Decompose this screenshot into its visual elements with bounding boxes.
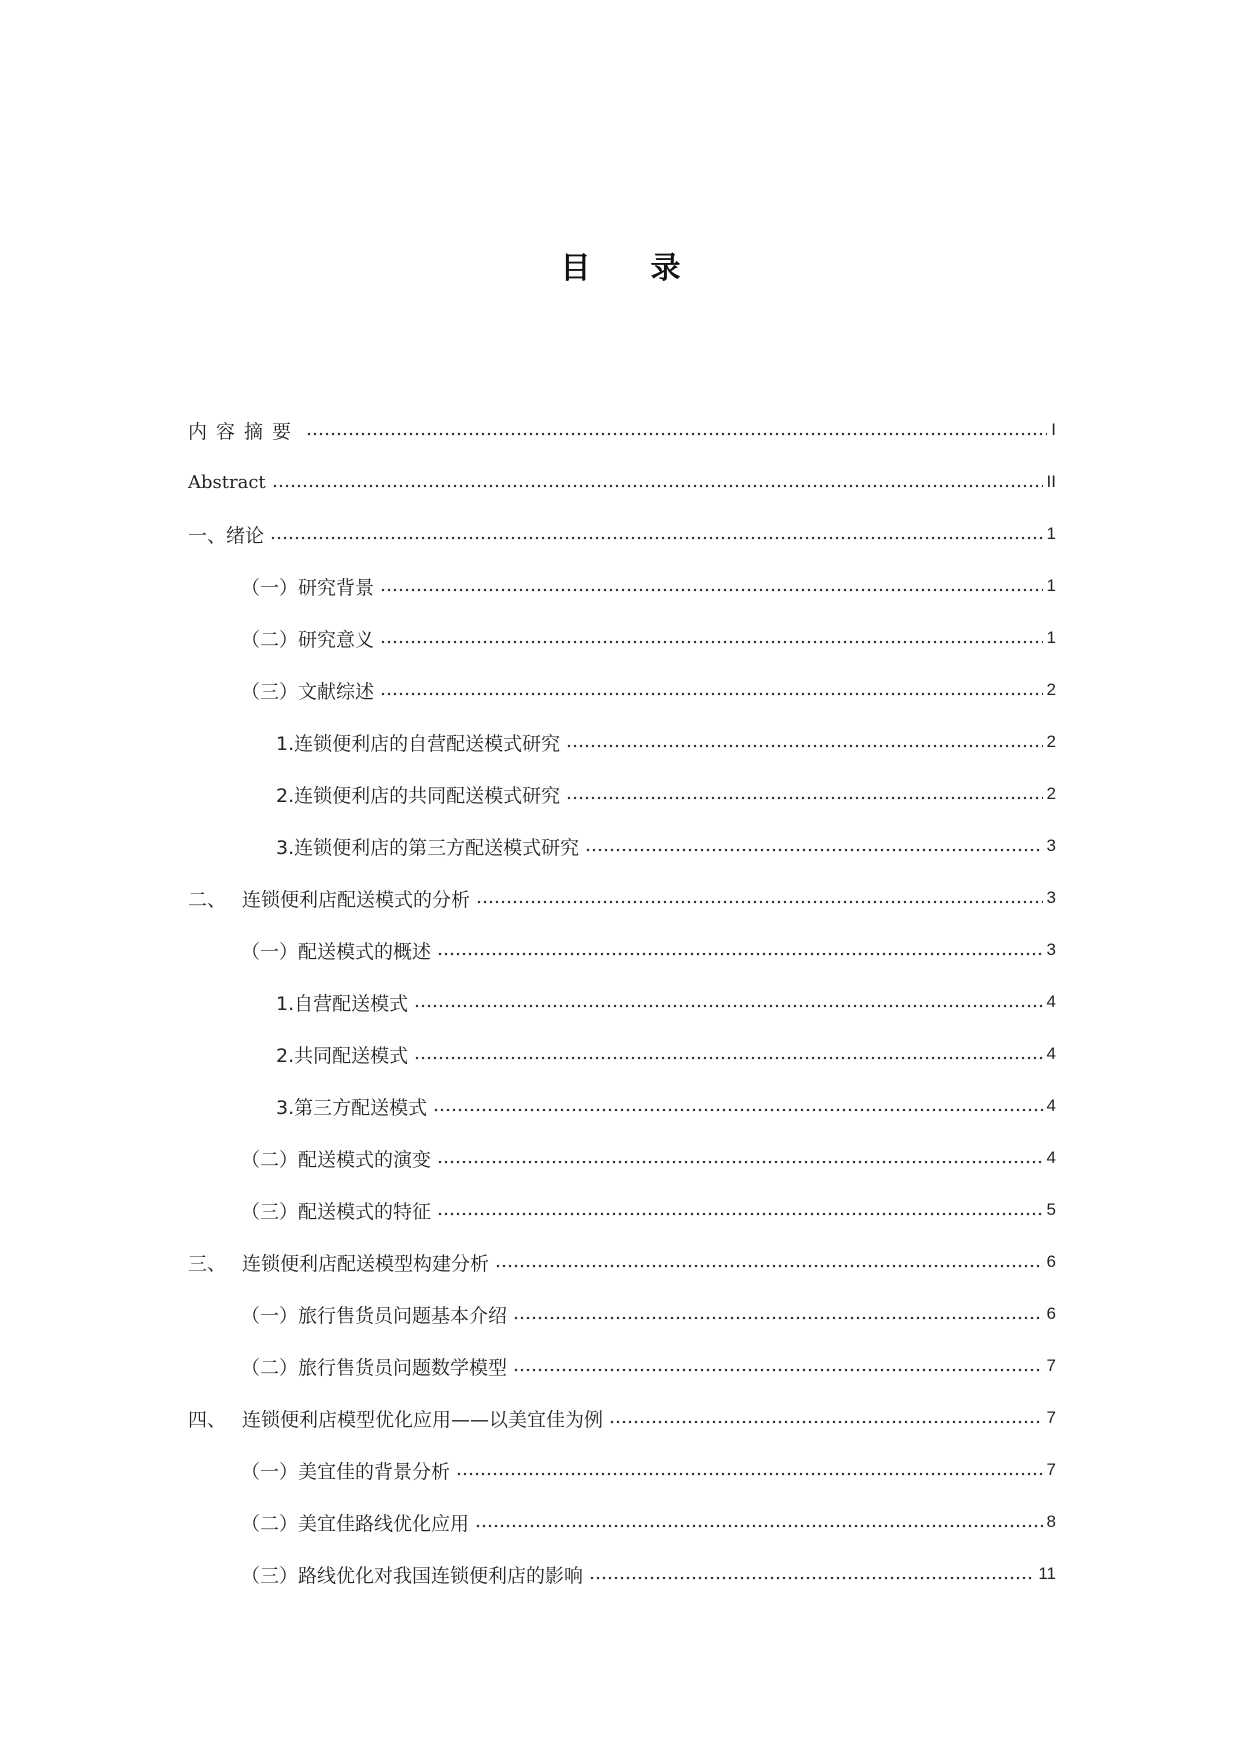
toc-entry-label: [188, 1249, 489, 1276]
toc-entry-label: [241, 1197, 431, 1224]
toc-entry[interactable]: [188, 976, 1056, 1028]
toc-entry[interactable]: [188, 404, 1056, 456]
toc-entry-label: [241, 573, 374, 600]
toc-entry-label: [241, 1457, 450, 1484]
toc-entry-text: 1.自营配送模式: [276, 992, 409, 1015]
toc-page-number: II: [1046, 472, 1056, 491]
toc-page-number: 5: [1046, 1200, 1056, 1219]
toc-entry-text: 3.第三方配送模式: [276, 1096, 428, 1119]
toc-entry-label: [241, 1301, 507, 1328]
toc-entry-label: [241, 625, 374, 652]
page-title-char: 录: [650, 251, 681, 286]
toc-entry-label: [276, 781, 560, 808]
toc-page-number: 7: [1046, 1408, 1056, 1427]
toc-entry-text: （三）路线优化对我国连锁便利店的影响: [241, 1564, 584, 1587]
toc-entry[interactable]: [188, 1184, 1056, 1236]
toc-entry[interactable]: [188, 664, 1056, 716]
toc-entry-text: （二）美宜佳路线优化应用: [241, 1512, 470, 1535]
toc-dot-leader: [475, 1524, 1043, 1528]
page-title: [0, 244, 1241, 294]
toc-page-number: 1: [1046, 628, 1056, 647]
toc-entry-label: [188, 885, 470, 912]
toc-entry[interactable]: [188, 1392, 1056, 1444]
toc-entry-text: （三）文献综述: [241, 680, 375, 703]
toc-page-number: 6: [1046, 1304, 1056, 1323]
toc-entry-label: [188, 417, 300, 444]
toc-dot-leader: [495, 1264, 1043, 1268]
toc-entry-label: [241, 1509, 469, 1536]
table-of-contents: [188, 404, 1056, 1600]
toc-entry-text: （二）旅行售货员问题数学模型: [241, 1356, 508, 1379]
toc-entry[interactable]: [188, 924, 1056, 976]
toc-entry[interactable]: [188, 768, 1056, 820]
toc-dot-leader: [272, 484, 1043, 488]
toc-dot-leader: [589, 1576, 1034, 1580]
toc-entry-text: 2.共同配送模式: [276, 1044, 409, 1067]
toc-entry-text: 2.连锁便利店的共同配送模式研究: [276, 784, 561, 807]
toc-dot-leader: [380, 692, 1043, 696]
toc-entry[interactable]: [188, 1236, 1056, 1288]
toc-entry-number: 四、: [188, 1408, 227, 1431]
toc-page-number: 2: [1046, 732, 1056, 751]
toc-entry[interactable]: [188, 560, 1056, 612]
toc-entry-label: [188, 521, 264, 548]
toc-entry-text: （一）美宜佳的背景分析: [241, 1460, 451, 1483]
toc-page-number: 4: [1046, 1148, 1056, 1167]
toc-entry-label: [188, 1405, 603, 1432]
toc-dot-leader: [380, 640, 1043, 644]
toc-entry-label: [241, 1145, 431, 1172]
toc-entry-number: 二、: [188, 888, 227, 911]
toc-page-number: 4: [1046, 992, 1056, 1011]
toc-dot-leader: [270, 536, 1043, 540]
toc-entry-label: [241, 1353, 507, 1380]
toc-entry[interactable]: [188, 508, 1056, 560]
toc-dot-leader: [414, 1056, 1042, 1060]
toc-entry-text: 连锁便利店配送模式的分析: [242, 888, 471, 911]
toc-dot-leader: [566, 796, 1042, 800]
toc-entry[interactable]: [188, 456, 1056, 508]
toc-entry-text: Abstract: [188, 471, 266, 493]
toc-entry-text: 连锁便利店模型优化应用——以美宜佳为例: [242, 1408, 604, 1431]
toc-page-number: I: [1051, 420, 1056, 439]
toc-entry-label: [276, 1093, 427, 1120]
toc-page-number: 7: [1046, 1356, 1056, 1375]
toc-page-number: 6: [1046, 1252, 1056, 1271]
toc-dot-leader: [566, 744, 1042, 748]
toc-dot-leader: [306, 432, 1047, 436]
toc-dot-leader: [414, 1004, 1042, 1008]
toc-dot-leader: [513, 1316, 1043, 1320]
toc-page-number: 2: [1046, 680, 1056, 699]
toc-entry[interactable]: [188, 1288, 1056, 1340]
toc-entry-label: [241, 937, 431, 964]
toc-entry-label: [276, 989, 408, 1016]
toc-entry[interactable]: [188, 1496, 1056, 1548]
toc-page-number: 2: [1046, 784, 1056, 803]
toc-page-number: 3: [1046, 888, 1056, 907]
toc-entry[interactable]: [188, 1080, 1056, 1132]
toc-entry-label: [241, 677, 374, 704]
toc-page-number: 3: [1046, 836, 1056, 855]
toc-dot-leader: [513, 1368, 1043, 1372]
toc-dot-leader: [437, 1160, 1043, 1164]
toc-entry-text: （三）配送模式的特征: [241, 1200, 432, 1223]
toc-dot-leader: [433, 1108, 1042, 1112]
toc-entry-label: [276, 1041, 408, 1068]
toc-dot-leader: [609, 1420, 1043, 1424]
toc-dot-leader: [585, 848, 1042, 852]
toc-page-number: 7: [1046, 1460, 1056, 1479]
toc-page-number: 4: [1046, 1096, 1056, 1115]
toc-entry[interactable]: [188, 716, 1056, 768]
toc-entry-text: （一）配送模式的概述: [241, 940, 432, 963]
toc-dot-leader: [437, 1212, 1043, 1216]
toc-entry-label: [276, 833, 579, 860]
toc-entry-text: 1.连锁便利店的自营配送模式研究: [276, 732, 561, 755]
toc-entry[interactable]: [188, 1444, 1056, 1496]
toc-entry[interactable]: [188, 820, 1056, 872]
toc-entry-text: 内容摘要: [188, 420, 301, 443]
toc-entry-text: 3.连锁便利店的第三方配送模式研究: [276, 836, 580, 859]
toc-page-number: 1: [1046, 576, 1056, 595]
toc-entry[interactable]: [188, 612, 1056, 664]
toc-entry[interactable]: [188, 872, 1056, 924]
toc-entry-text: 一、绪论: [188, 524, 265, 547]
toc-entry-label: [276, 729, 560, 756]
toc-dot-leader: [456, 1472, 1043, 1476]
toc-dot-leader: [437, 952, 1043, 956]
toc-page-number: 3: [1046, 940, 1056, 959]
toc-page-number: 1: [1046, 524, 1056, 543]
toc-entry-label: [241, 1561, 583, 1588]
toc-entry-number: 三、: [188, 1252, 227, 1275]
page-title-char: 目: [560, 251, 591, 286]
toc-page-number: 4: [1046, 1044, 1056, 1063]
toc-entry[interactable]: [188, 1132, 1056, 1184]
toc-entry-text: （二）研究意义: [241, 628, 375, 651]
toc-dot-leader: [476, 900, 1043, 904]
toc-entry[interactable]: [188, 1548, 1056, 1600]
toc-entry-text: （一）研究背景: [241, 576, 375, 599]
toc-entry[interactable]: [188, 1340, 1056, 1392]
toc-entry-text: （一）旅行售货员问题基本介绍: [241, 1304, 508, 1327]
toc-entry-label: [188, 472, 266, 493]
toc-page-number: 11: [1038, 1564, 1056, 1583]
toc-dot-leader: [380, 588, 1043, 592]
toc-entry-text: 连锁便利店配送模型构建分析: [242, 1252, 490, 1275]
toc-page-number: 8: [1046, 1512, 1056, 1531]
toc-entry-text: （二）配送模式的演变: [241, 1148, 432, 1171]
toc-entry[interactable]: [188, 1028, 1056, 1080]
